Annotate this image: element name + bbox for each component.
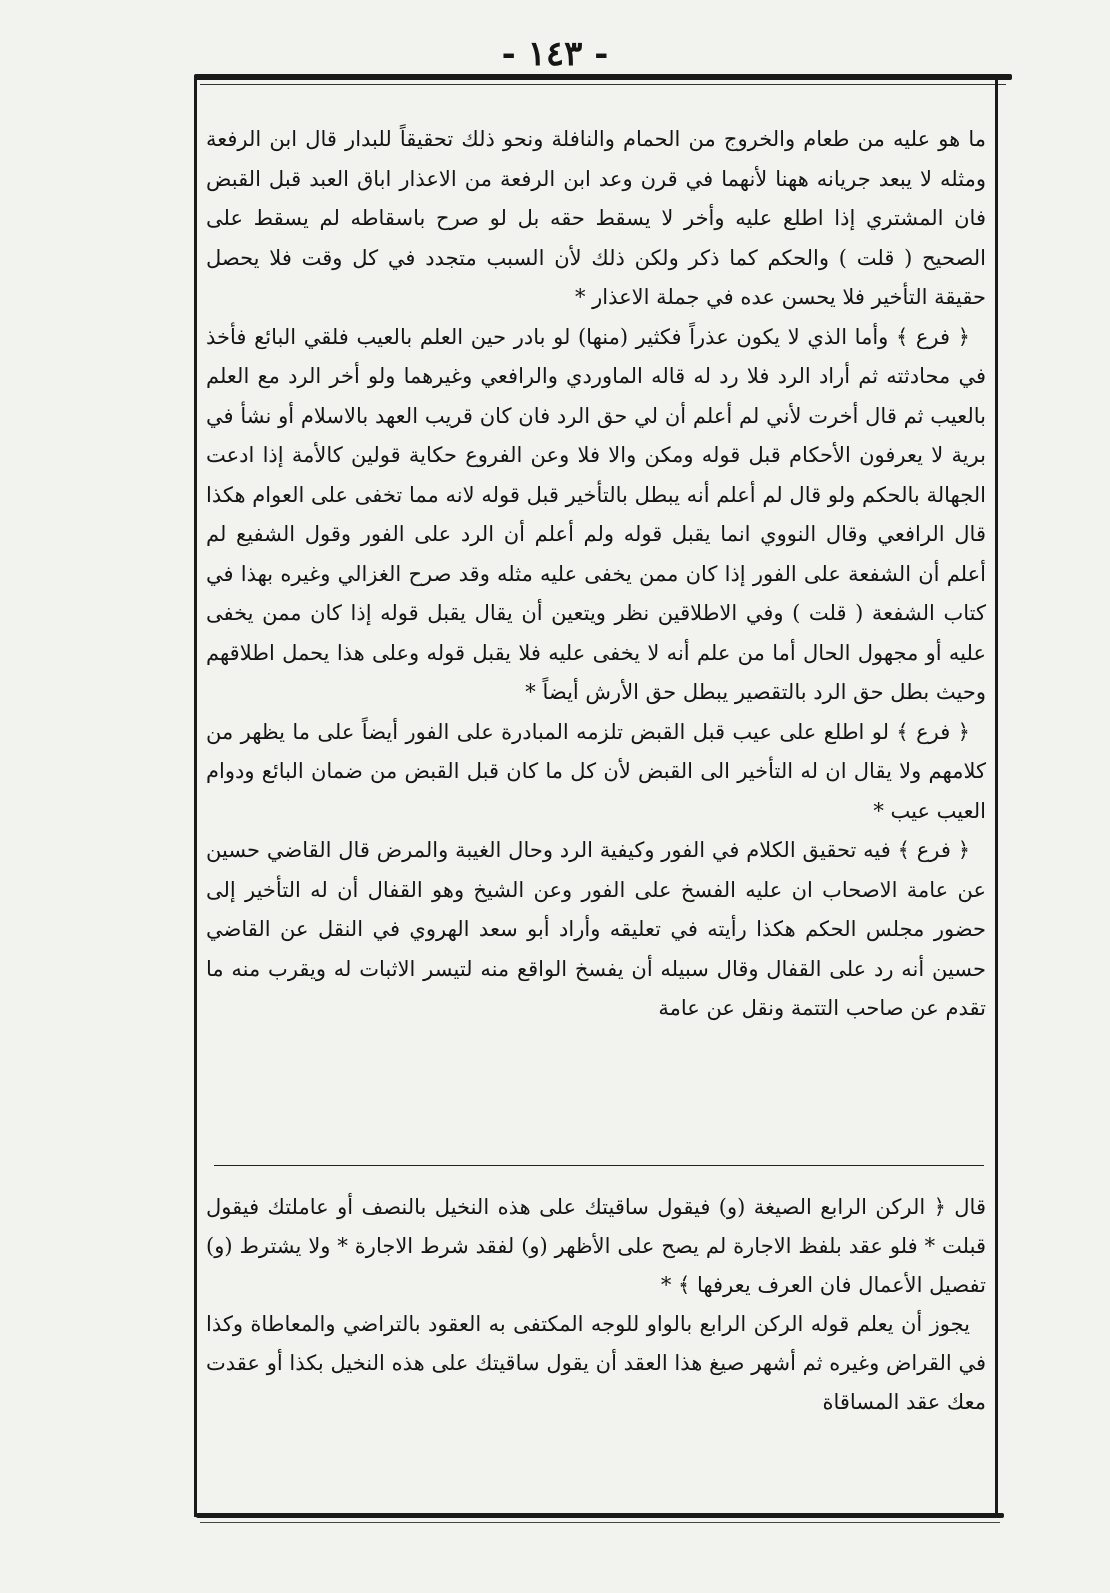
commentary-paragraph: قال ﴿ الركن الرابع الصيغة (و) فيقول ساقيتك على هذه النخيل بالنصف أو عاملتك فيقول قبلت * فلو عقد بلفظ الاجارة لم يصح على الأظهر (و) لفقد شرط الاجارة * ولا يشترط (و) تفصيل الأعمال فان العرف يعرفها ﴾ * bbox=[206, 1195, 986, 1297]
main-paragraph: ﴿ فرع ﴾ وأما الذي لا يكون عذراً فكثير (منها) لو بادر حين العلم بالعيب فلقي البائع فأخذ في محادثته ثم أراد الرد فلا رد له قاله الماوردي والرافعي وغيرهما ولو أخر الرد مع العلم بالعيب ثم قال أخرت لأني لم أعلم أن لي حق الرد فان كان قريب العهد بالاسلام أو نشأ في برية لا يعرفون الأحكام قبل قوله ومكن والا فلا وعن الفروع حكاية قولين كالأمة إذا ادعت الجهالة بالحكم ولو قال لم أعلم أنه يبطل بالتأخير قبل قوله لانه مما تخفى على العوام هكذا قال الرافعي وقال النووي انما يقبل قوله ولم أعلم أن الرد على الفور وقول الشفيع لم أعلم أن الشفعة على الفور إذا كان ممن يخفى عليه مثله وقد صرح الغزالي وغيره بهذا في كتاب الشفعة ( قلت ) وفي الاطلاقين نظر ويتعين أن يقال يقبل قوله إذا كان ممن يخفى عليه أو مجهول الحال أما من علم أنه لا يخفى عليه فلا يقبل قوله وعلى هذا يحمل اطلاقهم وحيث بطل حق الرد بالتقصير يبطل حق الأرش أيضاً * bbox=[206, 324, 986, 704]
main-paragraph: ﴿ فرع ﴾ لو اطلع على عيب قبل القبض تلزمه المبادرة على الفور أيضاً على ما يظهر من كلامهم ولا يقال ان له التأخير الى القبض لأن كل ما كان قبل القبض من ضمان البائع ودوام العيب عيب * bbox=[206, 719, 986, 823]
page-number: - ١٤٣ - bbox=[501, 34, 609, 74]
main-text-block bbox=[206, 120, 986, 1029]
bottom-border-thin-rule bbox=[200, 1522, 1000, 1523]
main-paragraph: ما هو عليه من طعام والخروج من الحمام والنافلة ونحو ذلك تحقيقاً للبدار قال ابن الرفعة ومثله لا يبعد جريانه ههنا لأنهما في قرن وعد ابن الرفعة من الاعذار اباق العبد قبل القبض فان المشتري إذا اطلع عليه وأخر لا يسقط حقه بل لو صرح باسقاطه لم يسقط على الصحيح ( قلت ) والحكم كما ذكر ولكن ذلك لأن السبب متجدد في كل وقت فلا يحصل حقيقة التأخير فلا يحسن عده في جملة الاعذار * bbox=[206, 127, 986, 309]
commentary-paragraph: يجوز أن يعلم قوله الركن الرابع بالواو للوجه المكتفى به العقود بالتراضي والمعاطاة وكذا في القراض وغيره ثم أشهر صيغ هذا العقد أن يقول ساقيتك على هذه النخيل بكذا أو عقدت معك عقد المساقاة bbox=[206, 1312, 986, 1414]
section-separator bbox=[214, 1165, 984, 1166]
bottom-border-rule bbox=[196, 1513, 1004, 1518]
commentary-text-block bbox=[206, 1188, 986, 1422]
main-paragraph: ﴿ فرع ﴾ فيه تحقيق الكلام في الفور وكيفية الرد وحال الغيبة والمرض قال القاضي حسين عن عامة الاصحاب ان عليه الفسخ على الفور وعن الشيخ وهو القفال أن له التأخير إلى حضور مجلس الحكم هكذا رأيته في تعليقه وأراد أبو سعد الهروي في النقل عن القاضي حسين أنه رد على القفال وقال سبيله أن يفسخ الواقع منه لتيسر الاثبات له ويقرب منه ما تقدم عن صاحب التتمة ونقل عن عامة bbox=[206, 838, 987, 1020]
